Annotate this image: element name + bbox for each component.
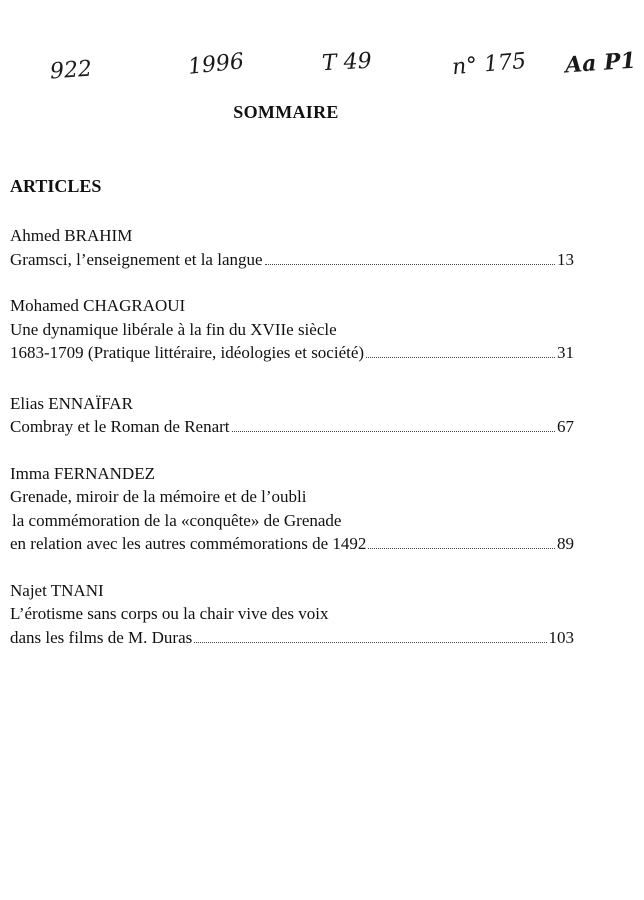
handwritten-note: 922 (49, 56, 93, 85)
entry-author: Elias ENNAÏFAR (10, 393, 133, 413)
toc-entry (10, 462, 574, 556)
handwritten-annotations (0, 47, 644, 90)
entry-title-text: L’érotisme sans corps ou la chair vive des voix (10, 604, 329, 623)
handwritten-note: n° 175 (451, 48, 528, 81)
entry-page-number: 89 (557, 534, 574, 553)
entry-page-number: 103 (548, 627, 574, 647)
dot-leader (366, 356, 555, 358)
entry-title-line (10, 626, 574, 650)
toc-entry (10, 224, 574, 271)
entry-title-text: Grenade, miroir de la mémoire et de l’oubli (10, 487, 307, 506)
entry-title-text: Une dynamique libérale à la fin du XVIIe siècle (10, 319, 337, 339)
handwritten-note: Aa P1 (564, 47, 637, 79)
entry-page-number: 31 (557, 343, 574, 362)
entry-title-line (10, 532, 574, 556)
entry-title-line (10, 341, 574, 365)
handwritten-note: 1996 (186, 49, 246, 80)
toc-entry (10, 579, 574, 650)
entry-author: Mohamed CHAGRAOUI (10, 296, 186, 315)
table-of-contents (10, 224, 574, 672)
entry-author: Imma FERNANDEZ (10, 463, 155, 483)
entry-title-line (10, 248, 574, 272)
entry-title-text: 1683-1709 (Pratique littéraire, idéologies et société) (10, 343, 365, 362)
dot-leader (265, 263, 555, 265)
entry-title-text: Combray et le Roman de Renart (10, 417, 230, 436)
toc-entry (10, 294, 574, 365)
entry-title-text: dans les films de M. Duras (10, 627, 193, 647)
entry-title-text: en relation avec les autres commémorations de 1492 (10, 534, 367, 553)
dot-leader (194, 641, 546, 643)
entry-title-text: la commémoration de la «conquête» de Grenade (12, 510, 342, 530)
dot-leader (368, 547, 555, 549)
dot-leader (232, 430, 555, 432)
entry-author: Ahmed BRAHIM (10, 226, 133, 245)
section-heading: ARTICLES (10, 176, 102, 196)
entry-title-text: Gramsci, l’enseignement et la langue (10, 249, 263, 269)
handwritten-note: T 49 (321, 48, 373, 77)
entry-page-number: 13 (557, 249, 574, 269)
entry-title-line (10, 415, 574, 439)
toc-entry (10, 392, 574, 439)
entry-author: Najet TNANI (10, 580, 104, 600)
page-title: SOMMAIRE (233, 102, 339, 122)
entry-page-number: 67 (557, 417, 574, 436)
